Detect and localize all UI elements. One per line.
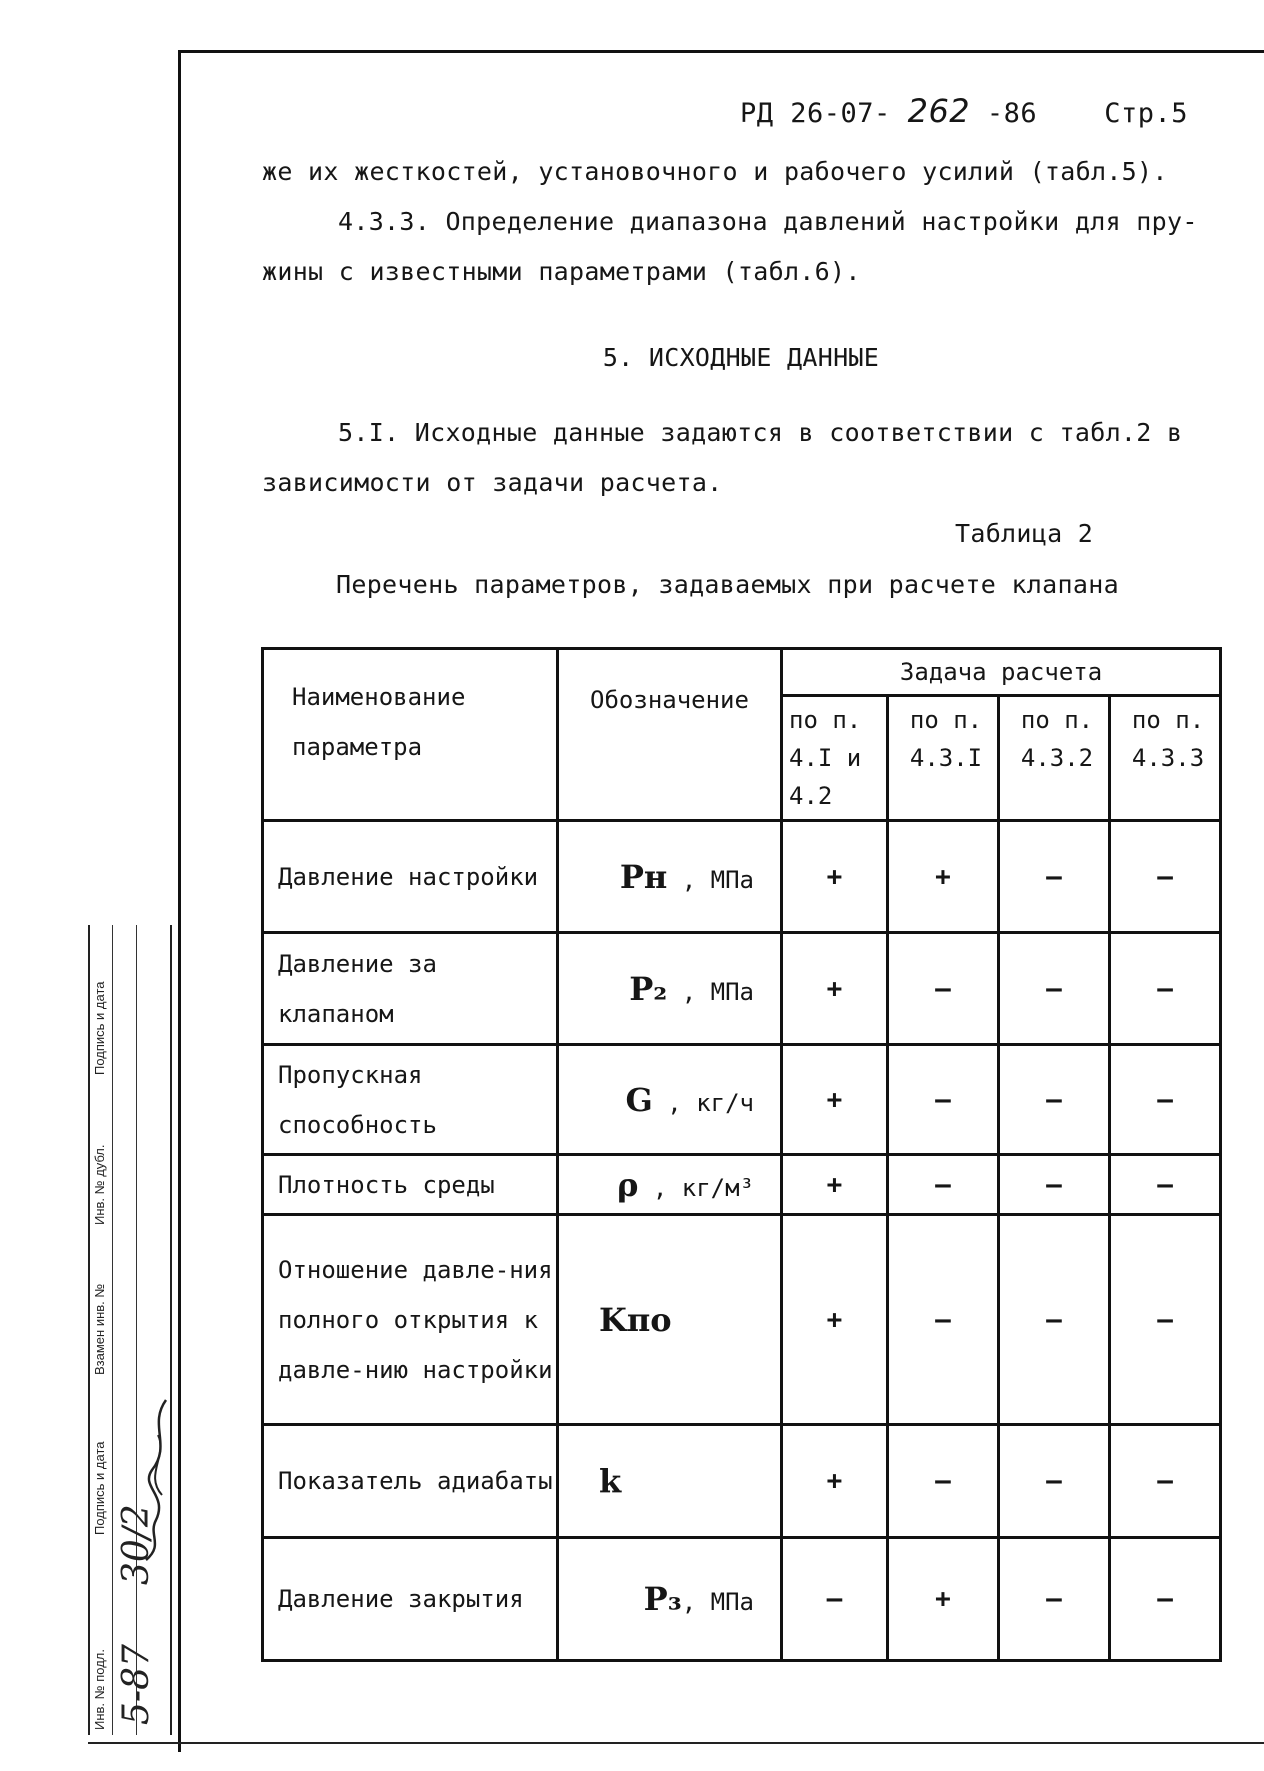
param-name: Давление закрытия <box>263 1538 558 1661</box>
stamp-inv-number: 5-87 <box>116 1644 157 1725</box>
mark-cell: + <box>782 1155 888 1215</box>
stamp-date: 30/2 <box>116 1504 157 1585</box>
mark-cell: + <box>782 1045 888 1155</box>
param-name: Отношение давле-ния полного открытия к давле-нию настройки <box>263 1215 558 1425</box>
param-symbol: P₃ <box>643 1580 682 1618</box>
stamp-label-signature: Подпись и дата <box>92 1441 107 1535</box>
mark-cell: – <box>1110 1538 1221 1661</box>
table-label: Таблица 2 <box>955 519 1094 548</box>
mark-cell: – <box>888 1425 999 1538</box>
mark-cell: – <box>999 1215 1110 1425</box>
header-name: Наименование параметра <box>263 649 558 821</box>
item-51-line1: 5.I. Исходные данные задаются в соответствии с табл.2 в <box>338 418 1183 447</box>
page-frame-left <box>178 52 181 1752</box>
param-name: Давление за клапаном <box>263 933 558 1045</box>
mark-cell: – <box>1110 933 1221 1045</box>
mark-cell: – <box>999 1538 1110 1661</box>
header-task-4: по п. 4.3.3 <box>1110 696 1221 821</box>
param-symbol: Kпо <box>599 1300 672 1339</box>
param-unit: , кг/ч <box>667 1088 754 1117</box>
doc-header <box>740 92 1188 130</box>
mark-cell: – <box>1110 821 1221 933</box>
mark-cell: – <box>888 1045 999 1155</box>
header-symbol: Обозначение <box>558 649 782 821</box>
param-symbol-cell <box>558 1215 782 1425</box>
param-symbol: k <box>599 1462 622 1500</box>
mark-cell: + <box>782 933 888 1045</box>
mark-cell: + <box>782 1425 888 1538</box>
mark-cell: + <box>782 821 888 933</box>
header-task-3: по п. 4.3.2 <box>999 696 1110 821</box>
param-unit: , кг/м³ <box>652 1173 754 1202</box>
header-task-1: по п. 4.I и 4.2 <box>782 696 888 821</box>
stamp-label-inv-dubl: Инв. № дубл. <box>92 1144 107 1225</box>
mark-cell: + <box>888 821 999 933</box>
mark-cell: – <box>888 933 999 1045</box>
param-unit: , МПа <box>681 865 754 894</box>
param-symbol: Pн <box>619 857 668 896</box>
mark-cell: – <box>888 1155 999 1215</box>
param-symbol-cell <box>558 1045 782 1155</box>
parameters-table <box>261 647 1222 1662</box>
table-row <box>263 821 1221 933</box>
side-stamp <box>88 925 172 1735</box>
mark-cell: – <box>1110 1215 1221 1425</box>
doc-suffix: -86 <box>986 98 1038 129</box>
table-row <box>263 1215 1221 1425</box>
table-row <box>263 933 1221 1045</box>
page-frame-top <box>178 50 1264 53</box>
param-symbol-cell <box>558 933 782 1045</box>
item-433-line1: 4.3.3. Определение диапазона давлений настройки для пру- <box>338 207 1198 236</box>
param-symbol-cell <box>558 1155 782 1215</box>
param-symbol: ρ <box>617 1165 639 1204</box>
table-row <box>263 1538 1221 1661</box>
mark-cell: + <box>888 1538 999 1661</box>
item-51-line2: зависимости от задачи расчета. <box>262 468 723 497</box>
mark-cell: – <box>782 1538 888 1661</box>
param-name: Давление настройки <box>263 821 558 933</box>
mark-cell: – <box>1110 1045 1221 1155</box>
section-title: 5. ИСХОДНЫЕ ДАННЫЕ <box>602 343 880 372</box>
table-caption: Перечень параметров, задаваемых при расчете клапана <box>336 570 1119 599</box>
page-frame-bottom <box>88 1742 1264 1744</box>
mark-cell: – <box>999 933 1110 1045</box>
doc-number: 262 <box>907 92 971 130</box>
table-row <box>263 1155 1221 1215</box>
param-name: Плотность среды <box>263 1155 558 1215</box>
mark-cell: – <box>999 1045 1110 1155</box>
header-task-2: по п. 4.3.I <box>888 696 999 821</box>
mark-cell: – <box>999 821 1110 933</box>
item-433-line2: жины с известными параметрами (табл.6). <box>262 257 861 286</box>
mark-cell: – <box>888 1215 999 1425</box>
mark-cell: + <box>782 1215 888 1425</box>
param-unit: , МПа <box>681 1588 754 1616</box>
param-unit: , МПа <box>681 977 754 1006</box>
mark-cell: – <box>999 1425 1110 1538</box>
signature-scribble <box>138 1395 174 1565</box>
mark-cell: – <box>999 1155 1110 1215</box>
page-number: Стр.5 <box>1104 98 1189 129</box>
param-name: Пропускная способность <box>263 1045 558 1155</box>
mark-cell: – <box>1110 1155 1221 1215</box>
header-task-group: Задача расчета <box>782 649 1221 696</box>
table-row <box>263 1045 1221 1155</box>
doc-prefix: РД 26-07- <box>740 98 891 129</box>
param-symbol: G <box>625 1080 653 1119</box>
param-name: Показатель адиабаты <box>263 1425 558 1538</box>
mark-cell: – <box>1110 1425 1221 1538</box>
stamp-label-inv-podl: Инв. № подл. <box>92 1649 107 1730</box>
continuation-line: же их жесткостей, установочного и рабочего усилий (табл.5). <box>262 157 1168 186</box>
param-symbol-cell <box>558 821 782 933</box>
param-symbol: P₂ <box>629 969 668 1008</box>
table-row <box>263 1425 1221 1538</box>
stamp-label-vzamen: Взамен инв. № <box>92 1283 107 1375</box>
param-symbol-cell <box>558 1425 782 1538</box>
stamp-label-signature-2: Подпись и дата <box>92 981 107 1075</box>
param-symbol-cell <box>558 1538 782 1661</box>
